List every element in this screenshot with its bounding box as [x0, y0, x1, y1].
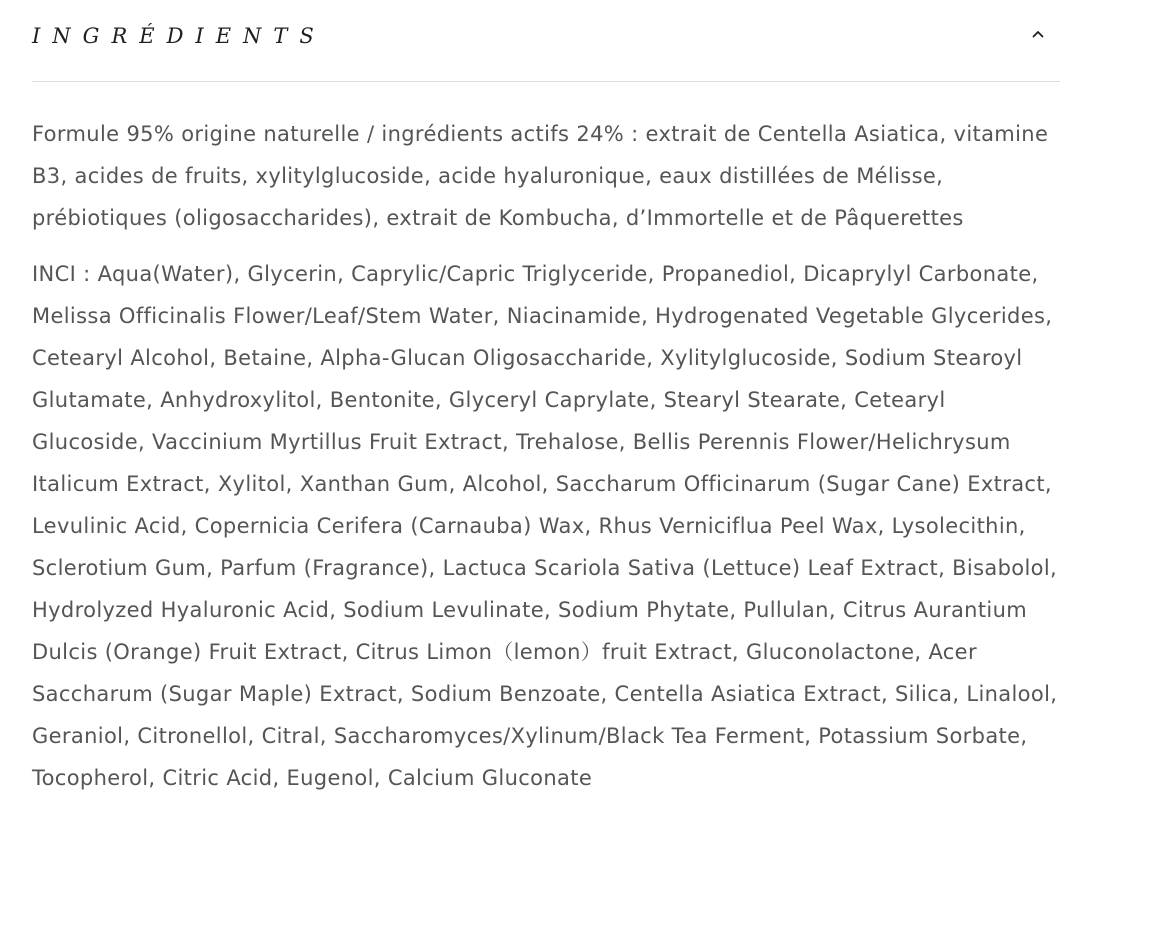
inci-list: INCI : Aqua(Water), Glycerin, Caprylic/Capric Triglyceride, Propanediol, Dicaprylyl Carbonate, Melissa Officinalis Flower/Leaf/Stem Water, Niacinamide, Hydrogenated Vegetable Glycerides, Cetearyl Alcohol, Betaine, Alpha-Glucan Oligosaccharide, Xylitylglucoside, Sodium Stearoyl Glutamate, Anhydroxylitol, Bentonite, Glyceryl Caprylate, Stearyl Stearate, Cetearyl Glucoside, Vaccinium Myrtillus Fruit Extract, Trehalose, Bellis Perennis Flower/Helichrysum Italicum Extract, Xylitol, Xanthan Gum, Alcohol, Saccharum Officinarum (Sugar Cane) Extract, Levulinic Acid, Copernicia Cerifera (Carnauba) Wax, Rhus Verniciflua Peel Wax, Lysolecithin, Sclerotium Gum, Parfum (Fragrance), Lactuca Scariola Sativa (Lettuce) Leaf Extract, Bisabolol, Hydrolyzed Hyaluronic Acid, Sodium Levulinate, Sodium Phytate, Pullulan, Citrus Aurantium Dulcis (Orange) Fruit Extract, Citrus Limon（lemon）fruit Extract, Gluconolactone, Acer Saccharum (Sugar Maple) Extract, Sodium Benzoate, Centella Asiatica Extract, Silica, Linalool, Geraniol, Citronellol, Citral, Saccharomyces/Xylinum/Black Tea Ferment, Potassium Sorbate, Tocopherol, Citric Acid, Eugenol, Calcium Gluconate	[32, 262, 1058, 790]
ingredients-accordion	[32, 0, 1060, 799]
ingredients-summary: Formule 95% origine naturelle / ingrédients actifs 24% : extrait de Centella Asiatica, vitamine B3, acides de fruits, xylitylglucoside, acide hyaluronique, eaux distillées de Mélisse, prébiotiques (oligosaccharides), extrait de Kombucha, d’Immortelle et de Pâquerettes	[32, 122, 1049, 230]
section-title: INGRÉDIENTS	[32, 24, 326, 48]
ingredients-accordion-header[interactable]	[32, 0, 1060, 82]
ingredients-accordion-body	[32, 82, 1060, 799]
chevron-up-icon[interactable]	[1030, 26, 1046, 42]
